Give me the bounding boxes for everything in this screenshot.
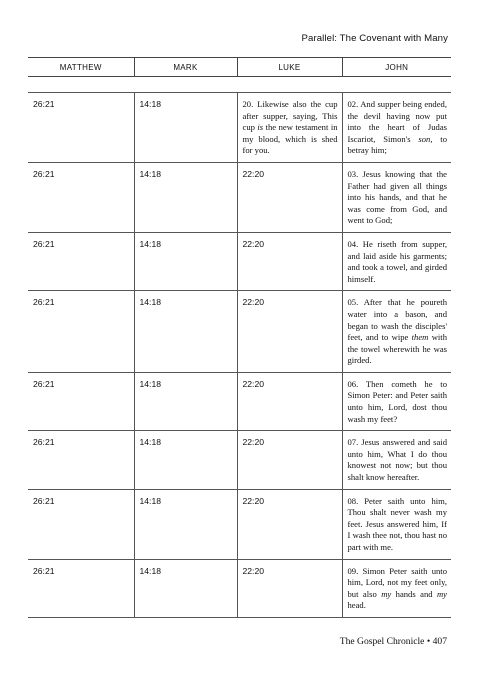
luke-ref: 22:20 [237,162,342,232]
table-row [28,372,451,430]
column-header-john: JOHN [342,58,451,77]
mark-ref: 14:18 [134,232,237,290]
luke-ref: 22:20 [237,372,342,430]
mark-ref: 14:18 [134,93,237,163]
table-row [28,431,451,489]
mark-ref: 14:18 [134,162,237,232]
table-row [28,232,451,290]
column-header-mark: MARK [134,58,237,77]
page-footer: The Gospel Chronicle • 407 [339,636,447,647]
matthew-ref: 26:21 [28,162,134,232]
matthew-ref: 26:21 [28,489,134,559]
mark-ref: 14:18 [134,559,237,617]
john-verse-text: 09. Simon Peter saith unto him, Lord, not my feet only, but also my hands and my head. [342,559,451,617]
table-header-row [28,58,451,77]
parallel-table [28,57,451,618]
john-verse-text: 06. Then cometh he to Simon Peter: and Peter saith unto him, Lord, dost thou wash my feet? [342,372,451,430]
mark-ref: 14:18 [134,489,237,559]
luke-ref: 22:20 [237,232,342,290]
page-header: Parallel: The Covenant with Many [301,33,448,44]
matthew-ref: 26:21 [28,291,134,373]
matthew-ref: 26:21 [28,559,134,617]
matthew-ref: 26:21 [28,93,134,163]
luke-verse-text: 20. Likewise also the cup after supper, saying, This cup is the new testament in my blood, which is shed for you. [237,93,342,163]
column-header-luke: LUKE [237,58,342,77]
mark-ref: 14:18 [134,431,237,489]
john-verse-text: 07. Jesus answered and said unto him, What I do thou knowest not now; but thou shalt know hereafter. [342,431,451,489]
john-verse-text: 04. He riseth from supper, and laid aside his garments; and took a towel, and girded himself. [342,232,451,290]
matthew-ref: 26:21 [28,232,134,290]
table-row [28,489,451,559]
table-row [28,291,451,373]
john-verse-text: 03. Jesus knowing that the Father had given all things into his hands, and that he was come from God, and went to God; [342,162,451,232]
luke-ref: 22:20 [237,291,342,373]
header-spacer [28,77,451,93]
mark-ref: 14:18 [134,291,237,373]
john-verse-text: 05. After that he poureth water into a bason, and began to wash the disciples' feet, and to wipe them with the towel wherewith he was girded. [342,291,451,373]
matthew-ref: 26:21 [28,431,134,489]
table-row [28,162,451,232]
luke-ref: 22:20 [237,559,342,617]
luke-ref: 22:20 [237,431,342,489]
column-header-matthew: MATTHEW [28,58,134,77]
table-row [28,93,451,163]
matthew-ref: 26:21 [28,372,134,430]
john-verse-text: 08. Peter saith unto him, Thou shalt never wash my feet. Jesus answered him, If I wash thee not, thou hast no part with me. [342,489,451,559]
table-row [28,559,451,617]
john-verse-text: 02. And supper being ended, the devil having now put into the heart of Judas Iscariot, Simon's son, to betray him; [342,93,451,163]
luke-ref: 22:20 [237,489,342,559]
mark-ref: 14:18 [134,372,237,430]
